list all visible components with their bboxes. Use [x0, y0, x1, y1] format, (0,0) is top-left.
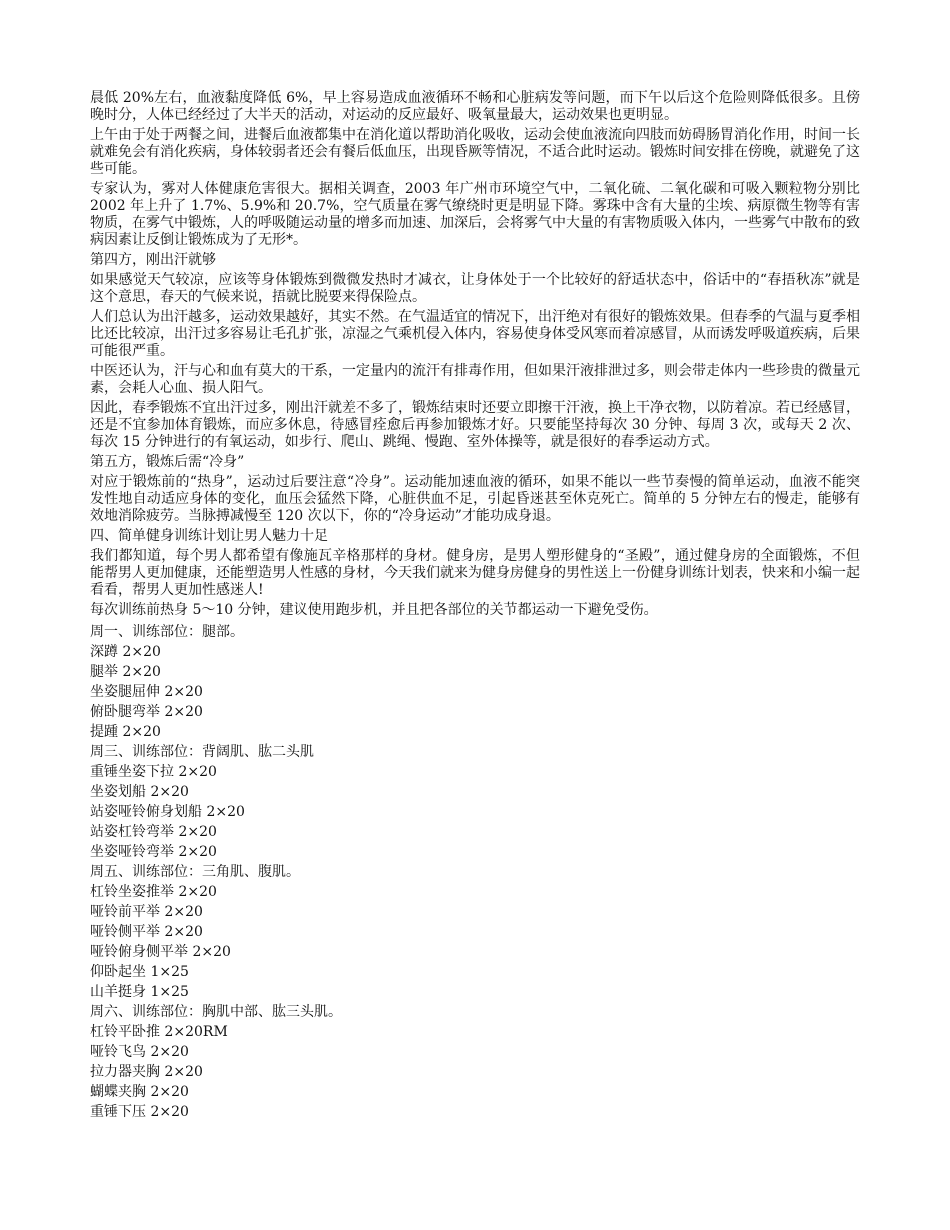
list-item: 哑铃飞鸟 2×20 — [90, 1044, 189, 1060]
list-item: 深蹲 2×20 — [90, 644, 161, 660]
list-item: 杠铃平卧推 2×20RM — [90, 1024, 228, 1040]
list-item: 蝴蝶夹胸 2×20 — [90, 1084, 189, 1100]
list-item: 哑铃前平举 2×20 — [90, 904, 203, 920]
list-item: 重锤坐姿下拉 2×20 — [90, 764, 217, 780]
list-item: 站姿哑铃俯身划船 2×20 — [90, 804, 245, 820]
list-item: 站姿杠铃弯举 2×20 — [90, 824, 217, 840]
paragraph: 人们总认为出汗越多，运动效果越好，其实不然。在气温适宜的情况下，出汗绝对有很好的锻炼效果。但春季的气温与夏季相比还比较凉，出汗过多容易让毛孔扩张，凉湿之气乘机侵入体内，容易使身体受风寒而着凉感冒，从而诱发呼吸道疾病，后果可能很严重。 — [90, 309, 860, 359]
paragraph: 因此，春季锻炼不宜出汗过多，刚出汗就差不多了，锻炼结束时还要立即擦干汗液，换上干净衣物，以防着凉。若已经感冒，还是不宜参加体育锻炼，而应多休息，待感冒痊愈后再参加锻炼才好。只要能坚持每次 30 分钟、每周 3 次，或每天 2 次、每次 15 分钟进行的有氧运动，如步行、爬山、跳绳、慢跑、室外体操等，就是很好的春季运动方式。 — [90, 400, 860, 450]
paragraph: 如果感觉天气较凉，应该等身体锻炼到微微发热时才减衣，让身体处于一个比较好的舒适状态中，俗话中的“春捂秋冻”就是这个意思，春天的气候来说，捂就比脱要来得保险点。 — [90, 272, 860, 305]
list-item: 周五、训练部位：三角肌、腹肌。 — [90, 864, 300, 880]
list-item: 拉力器夹胸 2×20 — [90, 1064, 203, 1080]
list-item: 周六、训练部位：胸肌中部、肱三头肌。 — [90, 1004, 342, 1020]
paragraph: 上午由于处于两餐之间，进餐后血液都集中在消化道以帮助消化吸收，运动会使血液流向四肢而妨碍肠胃消化作用，时间一长就难免会有消化疾病，身体较弱者还会有餐后低血压，出现昏厥等情况，不适合此时运动。锻炼时间安排在傍晚，就避免了这些可能。 — [90, 127, 860, 177]
section-heading: 第五方，锻炼后需“冷身” — [90, 454, 245, 470]
paragraph: 每次训练前热身 5～10 分钟，建议使用跑步机，并且把各部位的关节都运动一下避免受伤。 — [90, 602, 658, 618]
paragraph: 中医还认为，汗与心和血有莫大的干系，一定量内的流汗有排毒作用，但如果汗液排泄过多，则会带走体内一些珍贵的微量元素，会耗人心血、损人阳气。 — [90, 363, 860, 396]
section-heading: 四、简单健身训练计划让男人魅力十足 — [90, 528, 328, 544]
paragraph: 专家认为，雾对人体健康危害很大。据相关调查，2003 年广州市环境空气中，二氧化硫、二氧化碳和可吸入颗粒物分别比 2002 年上升了 1.7%、5.9%和 20.7%，空气质量在雾气缭绕时更是明显下降。雾珠中含有大量的尘埃、病原微生物等有害物质，在雾气中锻炼，人的呼吸随运动量的增多而加速、加深后，会将雾气中大量的有害物质吸入体内，一些雾气中散布的致病因素让反倒让锻炼成为了无形*。 — [90, 181, 860, 248]
list-item: 仰卧起坐 1×25 — [90, 964, 189, 980]
paragraph: 晨低 20%左右，血液黏度降低 6%，早上容易造成血液循环不畅和心脏病发等问题，而下午以后这个危险则降低很多。且傍晚时分，人体已经经过了大半天的活动，对运动的反应最好、吸氧量最大，运动效果也更明显。 — [90, 90, 860, 123]
list-item: 提踵 2×20 — [90, 724, 161, 740]
list-item: 坐姿腿屈伸 2×20 — [90, 684, 203, 700]
paragraph: 我们都知道，每个男人都希望有像施瓦辛格那样的身材。健身房，是男人塑形健身的“圣殿”，通过健身房的全面锻炼，不但能帮男人更加健康，还能塑造男人性感的身材，今天我们就来为健身房健身的男性送上一份健身训练计划表，快来和小编一起看看，帮男人更加性感迷人! — [90, 548, 860, 598]
list-item: 周三、训练部位：背阔肌、肱二头肌 — [90, 744, 314, 760]
list-item: 哑铃侧平举 2×20 — [90, 924, 203, 940]
document-page — [90, 90, 860, 1122]
list-item: 重锤下压 2×20 — [90, 1104, 189, 1120]
list-item: 坐姿哑铃弯举 2×20 — [90, 844, 217, 860]
list-item: 杠铃坐姿推举 2×20 — [90, 884, 217, 900]
list-item: 坐姿划船 2×20 — [90, 784, 189, 800]
list-item: 哑铃俯身侧平举 2×20 — [90, 944, 231, 960]
list-item: 周一、训练部位：腿部。 — [90, 624, 244, 640]
list-item: 山羊挺身 1×25 — [90, 984, 189, 1000]
paragraph: 对应于锻炼前的“热身”，运动过后要注意“冷身”。运动能加速血液的循环，如果不能以一些节奏慢的简单运动，血液不能突发性地自动适应身体的变化，血压会猛然下降，心脏供血不足，引起昏迷甚至休克死亡。简单的 5 分钟左右的慢走，能够有效地消除疲劳。当脉搏减慢至 120 次以下，你的“冷身运动”才能功成身退。 — [90, 474, 860, 524]
list-item: 俯卧腿弯举 2×20 — [90, 704, 203, 720]
list-item: 腿举 2×20 — [90, 664, 161, 680]
section-heading: 第四方，刚出汗就够 — [90, 252, 216, 268]
